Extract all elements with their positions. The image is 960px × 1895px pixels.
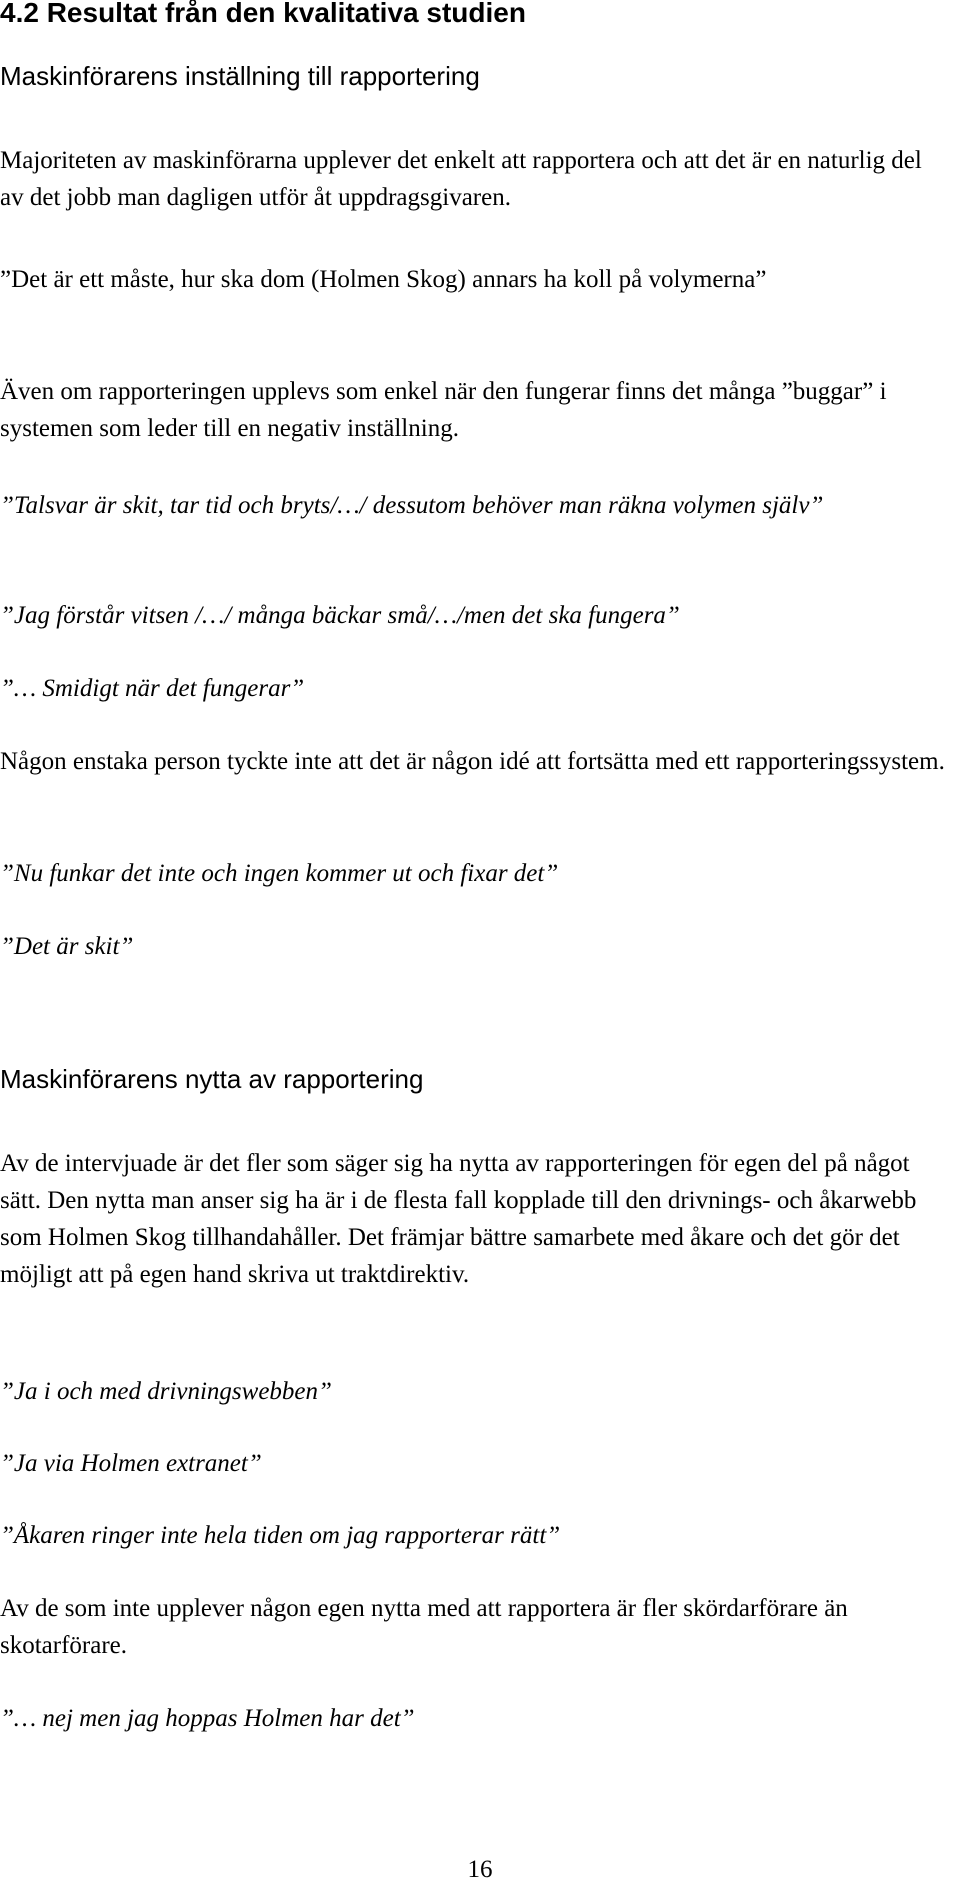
quote-det-ar-skit: ”Det är skit” [0, 933, 134, 960]
quote-must-report: ”Det är ett måste, hur ska dom (Holmen Skog) annars ha koll på volymerna” [0, 266, 767, 293]
quote-nu-funkar: ”Nu funkar det inte och ingen kommer ut och fixar det” [0, 860, 559, 887]
paragraph-bugs: Även om rapporteringen upplevs som enkel när den fungerar finns det många ”buggar” i systemen som leder till en negativ inställning. [0, 378, 887, 442]
quote-talsvar: ”Talsvar är skit, tar tid och bryts/…/ dessutom behöver man räkna volymen själv” [0, 492, 824, 519]
paragraph-no-idea: Någon enstaka person tyckte inte att det är någon idé att fortsätta med ett rapporteringssystem. [0, 748, 945, 775]
subsection-title-benefit: Maskinförarens nytta av rapportering [0, 1064, 424, 1094]
quote-forstar-vitsen: ”Jag förstår vitsen /…/ många bäckar små/…/men det ska fungera” [0, 602, 680, 629]
quote-akaren-ringer: ”Åkaren ringer inte hela tiden om jag rapporterar rätt” [0, 1522, 561, 1549]
quote-smidigt: ”… Smidigt när det fungerar” [0, 675, 305, 702]
section-heading: 4.2 Resultat från den kvalitativa studien [0, 0, 526, 28]
subsection-title-attitude: Maskinförarens inställning till rapportering [0, 61, 480, 91]
quote-holmen-extranet: ”Ja via Holmen extranet” [0, 1450, 262, 1477]
paragraph-no-benefit: Av de som inte upplever någon egen nytta med att rapportera är fler skördarförare än skotarförare. [0, 1595, 848, 1659]
quote-nej-men: ”… nej men jag hoppas Holmen har det” [0, 1705, 415, 1732]
paragraph-benefit: Av de intervjuade är det fler som säger sig ha nytta av rapporteringen för egen del på något sätt. Den nytta man anser sig ha är i de flesta fall kopplade till den drivnings- och åkarwebb som Holmen Skog tillhandahåller. Det främjar bättre samarbete med åkare och det gör det möjligt att på egen hand skriva ut traktdirektiv. [0, 1150, 917, 1288]
quote-drivningswebben: ”Ja i och med drivningswebben” [0, 1378, 332, 1405]
paragraph-attitude-intro: Majoriteten av maskinförarna upplever det enkelt att rapportera och att det är en naturlig del av det jobb man dagligen utför åt uppdragsgivaren. [0, 147, 922, 211]
page-number: 16 [467, 1856, 493, 1883]
